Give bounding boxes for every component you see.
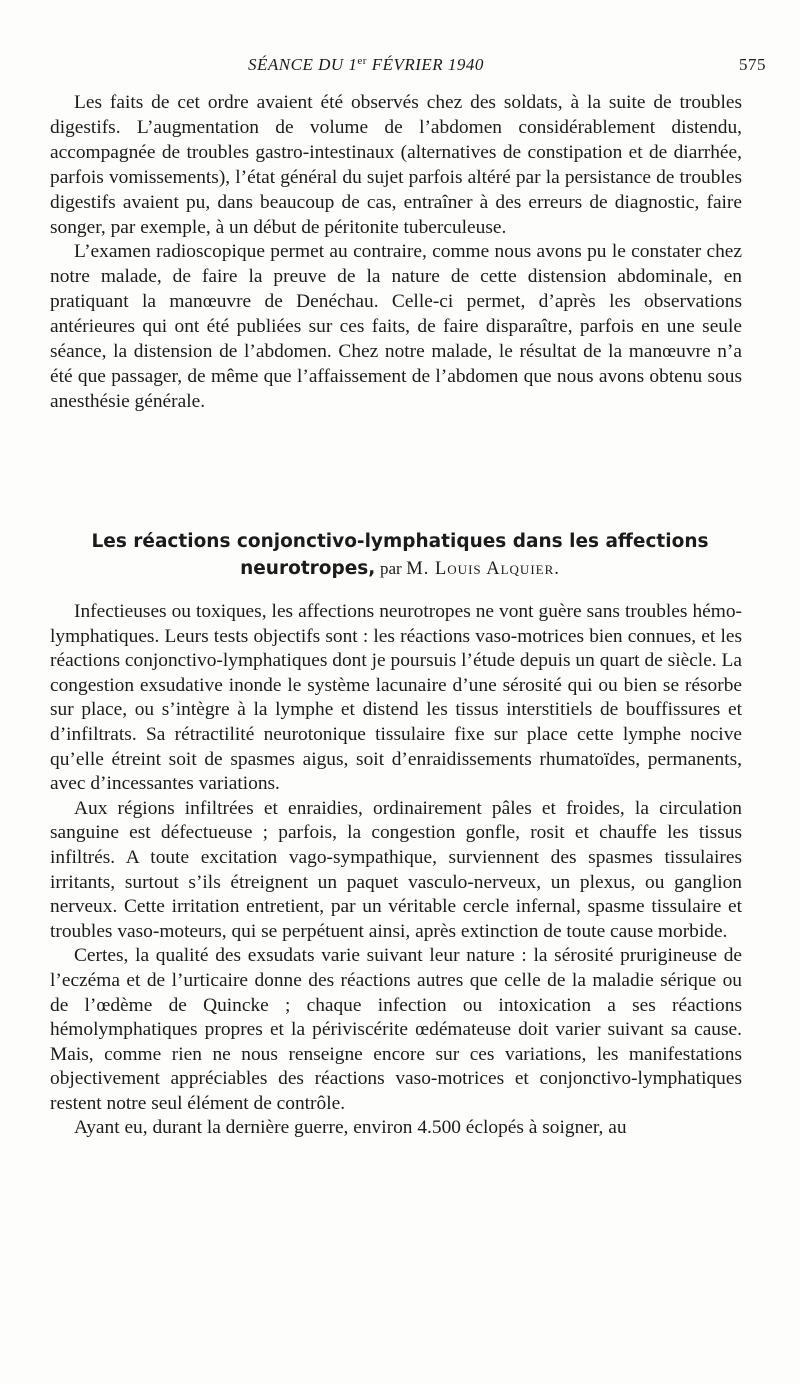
article-heading xyxy=(50,528,750,583)
article-title-end: neurotropes, xyxy=(240,558,376,579)
page-number: 575 xyxy=(739,55,766,74)
paragraph: Infectieuses ou toxiques, les affections neurotropes ne vont guère sans troubles hémo-lymphatiques. Leurs tests objectifs sont : les réactions vaso-motrices bien connues, et les réactions conjonctivo-lymphatiques dont je poursuis l’étude depuis un quart de siècle. La congestion exsudative inonde le système lacunaire d’une sérosité qui ou bien se résorbe sur place, ou s’intègre à la lymphe et distend les tissus interstitiels de bouffissures et d’infiltrats. Sa rétractilité neurotonique tissulaire fixe sur place cette lymphe nocive qu’elle étreint soit de spasmes aigus, soit d’enraidissements rhumatoïdes, permanents, avec d’incessantes variations. xyxy=(50,601,742,795)
running-head xyxy=(0,55,800,79)
paragraph: Certes, la qualité des exsudats varie suivant leur nature : la sérosité prurigineuse de l’eczéma et de l’urticaire donne des réactions autres que celle de la maladie sérique ou de l’œdème de Quincke ; chaque infection ou intoxication a ses réactions hémolymphatiques propres et la périviscérite œdémateuse doit varier suivant sa cause. Mais, comme rien ne nous renseigne encore sur ces variations, les manifestations objectivement appréciables des réactions vaso-motrices et conjonctivo-lymphatiques restent notre seul élément de contrôle. xyxy=(50,945,742,1114)
paragraph: Aux régions infiltrées et enraidies, ordinairement pâles et froides, la circulation sanguine est défectueuse ; parfois, la congestion gonfle, rosit et chauffe les tissus infiltrés. A toute excitation vago-sympathique, surviennent des spasmes tissulaires irritants, surtout s’ils étreignent un paquet vasculo-nerveux, un plexus, ou ganglion nerveux. Cette irritation entretient, par un véritable cercle infernal, spasme tissulaire et troubles vaso-moteurs, qui se perpétuent ainsi, après extinction de toute cause morbide. xyxy=(50,797,742,942)
article-byline xyxy=(50,555,750,583)
article-title: Les réactions conjonctivo-lymphatiques dans les affections xyxy=(91,531,709,552)
paragraph: Ayant eu, durant la dernière guerre, environ 4.500 éclopés à soigner, au xyxy=(74,1117,627,1139)
byline-par: par xyxy=(379,559,402,578)
paragraph: Les faits de cet ordre avaient été observés chez des soldats, à la suite de troubles digestifs. L’augmentation de volume de l’abdomen considérablement distendu, accompagnée de troubles gastro-intestinaux (alternatives de constipation et de diarrhée, parfois vomissements), l’état général du sujet parfois altéré par la persistance de troubles digestifs avaient pu, dans beaucoup de cas, entraîner à des erreurs de diagnostic, faire songer, par exemple, à un début de péritonite tuberculeuse. xyxy=(50,92,742,238)
article-body xyxy=(50,600,742,1141)
running-title: SÉANCE DU 1er FÉVRIER 1940 xyxy=(248,55,484,74)
previous-article-continuation xyxy=(50,91,742,415)
author-name: M. Louis Alquier. xyxy=(406,559,560,579)
paragraph: L’examen radioscopique permet au contraire, comme nous avons pu le constater chez notre malade, de faire la preuve de la nature de cette distension abdominale, en pratiquant la manœuvre de Denéchau. Celle-ci permet, d’après les observations antérieures qui ont été publiées sur ces faits, de faire disparaître, parfois en une seule séance, la distension de l’abdomen. Chez notre malade, le résultat de la manœuvre n’a été que passager, de même que l’affaissement de l’abdomen que nous avons obtenu sous anesthésie générale. xyxy=(50,241,742,412)
